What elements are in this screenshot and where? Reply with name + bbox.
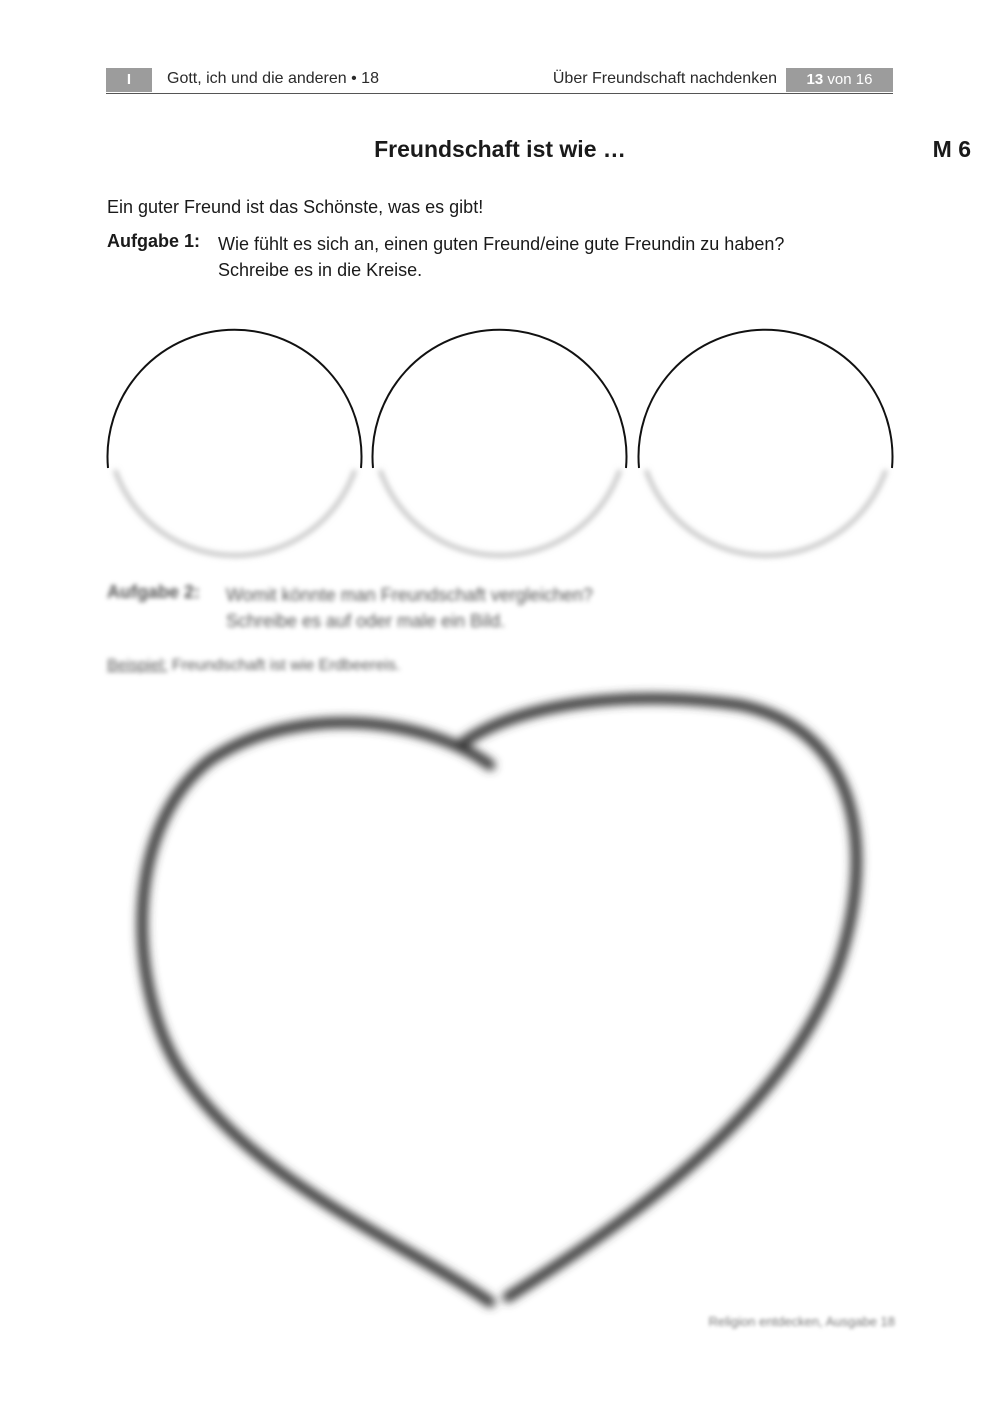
task2-line2: Schreibe es auf oder male ein Bild. <box>226 611 506 631</box>
heart-drawing[interactable] <box>142 698 856 1302</box>
task2-line1: Womit könnte man Freundschaft vergleichen? <box>226 585 593 605</box>
task1-line1: Wie fühlt es sich an, einen guten Freund/eine gute Freundin zu haben? <box>218 234 785 254</box>
unit-badge: I <box>106 68 152 92</box>
answer-circle-3[interactable] <box>639 330 893 556</box>
example-body: Freundschaft ist wie Erdbeereis. <box>167 657 401 674</box>
series-title: Gott, ich und die anderen • 18 <box>167 70 379 87</box>
example-text <box>107 657 400 675</box>
example-label: Beispiel: <box>107 657 168 674</box>
task1-label: Aufgabe 1: <box>107 231 201 251</box>
intro-text: Ein guter Freund ist das Schönste, was es gibt! <box>107 197 484 217</box>
task2-text <box>226 582 593 634</box>
material-code: M 6 <box>932 136 971 162</box>
task2-label: Aufgabe 2: <box>107 582 201 602</box>
page-current: 13 <box>806 71 824 88</box>
page-total: von 16 <box>823 71 873 88</box>
source-credit: Religion entdecken, Ausgabe 18 <box>708 1314 895 1329</box>
task1-line2: Schreibe es in die Kreise. <box>218 260 423 280</box>
worksheet-title: Freundschaft ist wie … <box>374 136 626 162</box>
answer-circle-2[interactable] <box>373 330 627 556</box>
answer-circle-1[interactable] <box>108 330 362 556</box>
topic-title: Über Freundschaft nachdenken <box>552 70 777 87</box>
